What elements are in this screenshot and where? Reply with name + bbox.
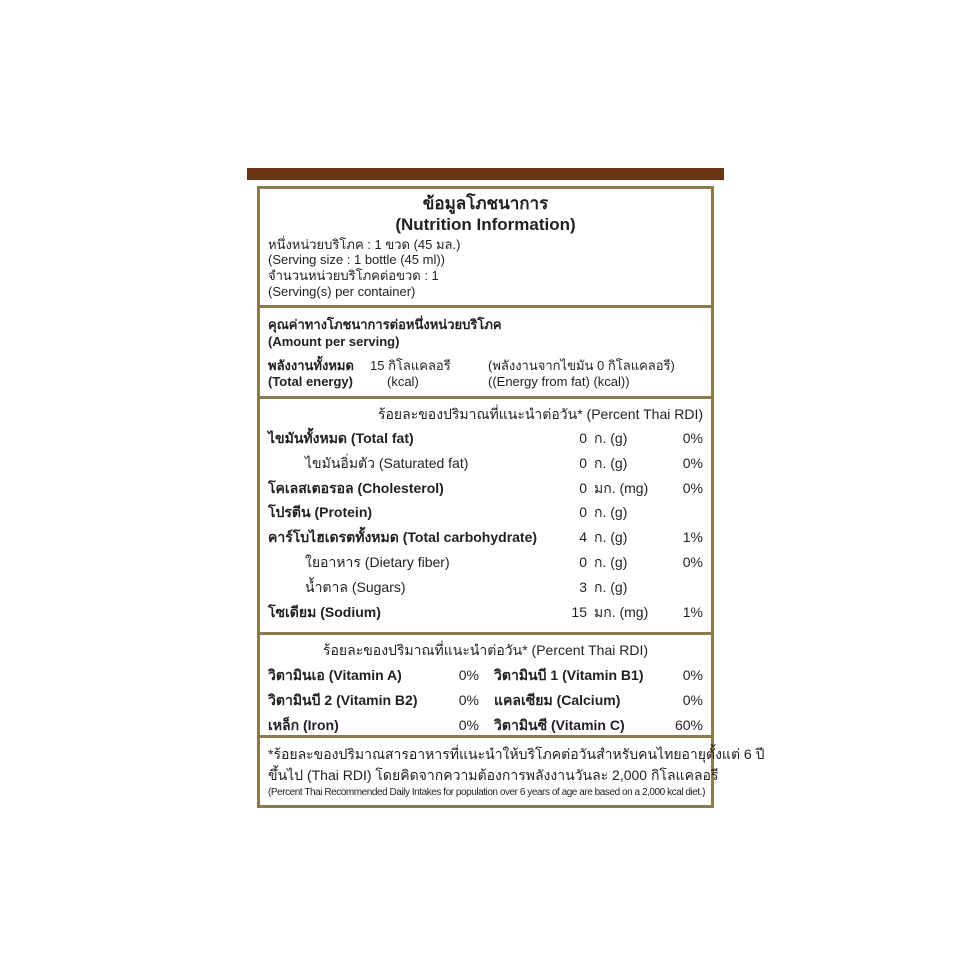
vitamin-rdi: 0% [682, 692, 703, 708]
energy-label-thai: พลังงานทั้งหมด [268, 358, 354, 373]
label-top-bar [247, 168, 724, 180]
footnote-line-2: ขึ้นไป (Thai RDI) โดยคิดจากความต้องการพลังงานวันละ 2,000 กิโลแคลอรี [268, 767, 719, 783]
nutrient-amount: 4 [579, 529, 587, 546]
nutrient-rdi: 0% [682, 479, 703, 496]
energy-value-thai: 15 กิโลแคลอรี [370, 358, 451, 373]
rdi-header: ร้อยละของปริมาณที่แนะนำต่อวัน* (Percent Thai RDI) [377, 406, 703, 422]
nutrient-name: คาร์โบไฮเดรตทั้งหมด (Total carbohydrate) [268, 529, 538, 546]
vitamin-name: วิตามินบี 1 (Vitamin B1) [494, 667, 644, 683]
nutrient-rdi: 1% [682, 529, 703, 546]
energy-label-english: (Total energy) [268, 374, 353, 389]
nutrient-amount: 15 [571, 603, 587, 620]
nutrient-unit: ก. (g) [594, 430, 628, 446]
divider [260, 735, 711, 738]
divider [260, 305, 711, 308]
vitamin-name: แคลเซียม (Calcium) [494, 692, 621, 708]
divider [260, 396, 711, 399]
vitamin-rdi: 0% [458, 692, 479, 708]
nutrient-amount: 0 [579, 504, 587, 521]
nutrient-name: น้ำตาล (Sugars) [305, 578, 406, 595]
nutrient-unit: มก. (mg) [594, 479, 649, 496]
servings-per-container-english: (Serving(s) per container) [268, 284, 416, 299]
nutrient-name: โปรตีน (Protein) [268, 504, 373, 521]
fat-energy-english: ((Energy from fat) (kcal)) [488, 374, 630, 389]
nutrient-unit: ก. (g) [594, 578, 628, 595]
nutrient-unit: ก. (g) [594, 454, 628, 471]
footnote-line-1: *ร้อยละของปริมาณสารอาหารที่แนะนำให้บริโภคต่อวันสำหรับคนไทยอายุตั้งแต่ 6 ปี [268, 746, 765, 762]
nutrient-amount: 0 [579, 430, 587, 446]
vitamin-rdi: 60% [674, 717, 703, 733]
nutrient-name: ใยอาหาร (Dietary fiber) [305, 554, 450, 570]
divider [260, 632, 711, 635]
nutrient-unit: ก. (g) [594, 504, 628, 521]
nutrient-amount: 0 [579, 554, 587, 570]
vitamins-rdi-header: ร้อยละของปริมาณที่แนะนำต่อวัน* (Percent Thai RDI) [322, 642, 648, 658]
amount-title-english: (Amount per serving) [268, 334, 400, 349]
vitamin-rdi: 0% [458, 717, 479, 733]
nutrient-unit: ก. (g) [594, 529, 628, 546]
vitamin-name: วิตามินบี 2 (Vitamin B2) [268, 692, 418, 708]
serving-size-thai: หนึ่งหน่วยบริโภค : 1 ขวด (45 มล.) [268, 237, 461, 252]
nutrient-name: ไขมันอิ่มตัว (Saturated fat) [305, 454, 469, 471]
nutrient-unit: ก. (g) [594, 554, 628, 570]
nutrient-amount: 3 [579, 578, 587, 595]
servings-per-container-thai: จำนวนหน่วยบริโภคต่อขวด : 1 [268, 268, 439, 283]
nutrient-rdi: 1% [682, 603, 703, 620]
vitamin-rdi: 0% [682, 667, 703, 683]
serving-size-english: (Serving size : 1 bottle (45 ml)) [268, 252, 446, 267]
nutrient-unit: มก. (mg) [594, 603, 649, 620]
energy-unit-english: (kcal) [387, 374, 419, 389]
vitamin-name: เหล็ก (Iron) [268, 717, 339, 733]
vitamin-rdi: 0% [458, 667, 479, 683]
footnote-line-3: (Percent Thai Recommended Daily Intakes for population over 6 years of age are based on a 2,000 kcal diet.) [268, 787, 705, 798]
nutrient-amount: 0 [579, 479, 587, 496]
nutrient-amount: 0 [579, 454, 587, 471]
nutrient-rdi: 0% [682, 454, 703, 471]
title-english: (Nutrition Information) [395, 215, 576, 234]
nutrient-rdi: 0% [682, 430, 703, 446]
nutrient-name: โคเลสเตอรอล (Cholesterol) [268, 479, 444, 496]
nutrient-rdi: 0% [682, 554, 703, 570]
nutrient-name: โซเดียม (Sodium) [268, 603, 381, 620]
amount-title-thai: คุณค่าทางโภชนาการต่อหนึ่งหน่วยบริโภค [268, 317, 502, 332]
nutrient-name: ไขมันทั้งหมด (Total fat) [268, 430, 414, 446]
fat-energy-thai: (พลังงานจากไขมัน 0 กิโลแคลอรี) [488, 358, 675, 373]
vitamin-name: วิตามินซี (Vitamin C) [494, 717, 625, 733]
nutrition-label [257, 186, 765, 808]
title-thai: ข้อมูลโภชนาการ [422, 194, 549, 213]
vitamin-name: วิตามินเอ (Vitamin A) [268, 667, 402, 683]
